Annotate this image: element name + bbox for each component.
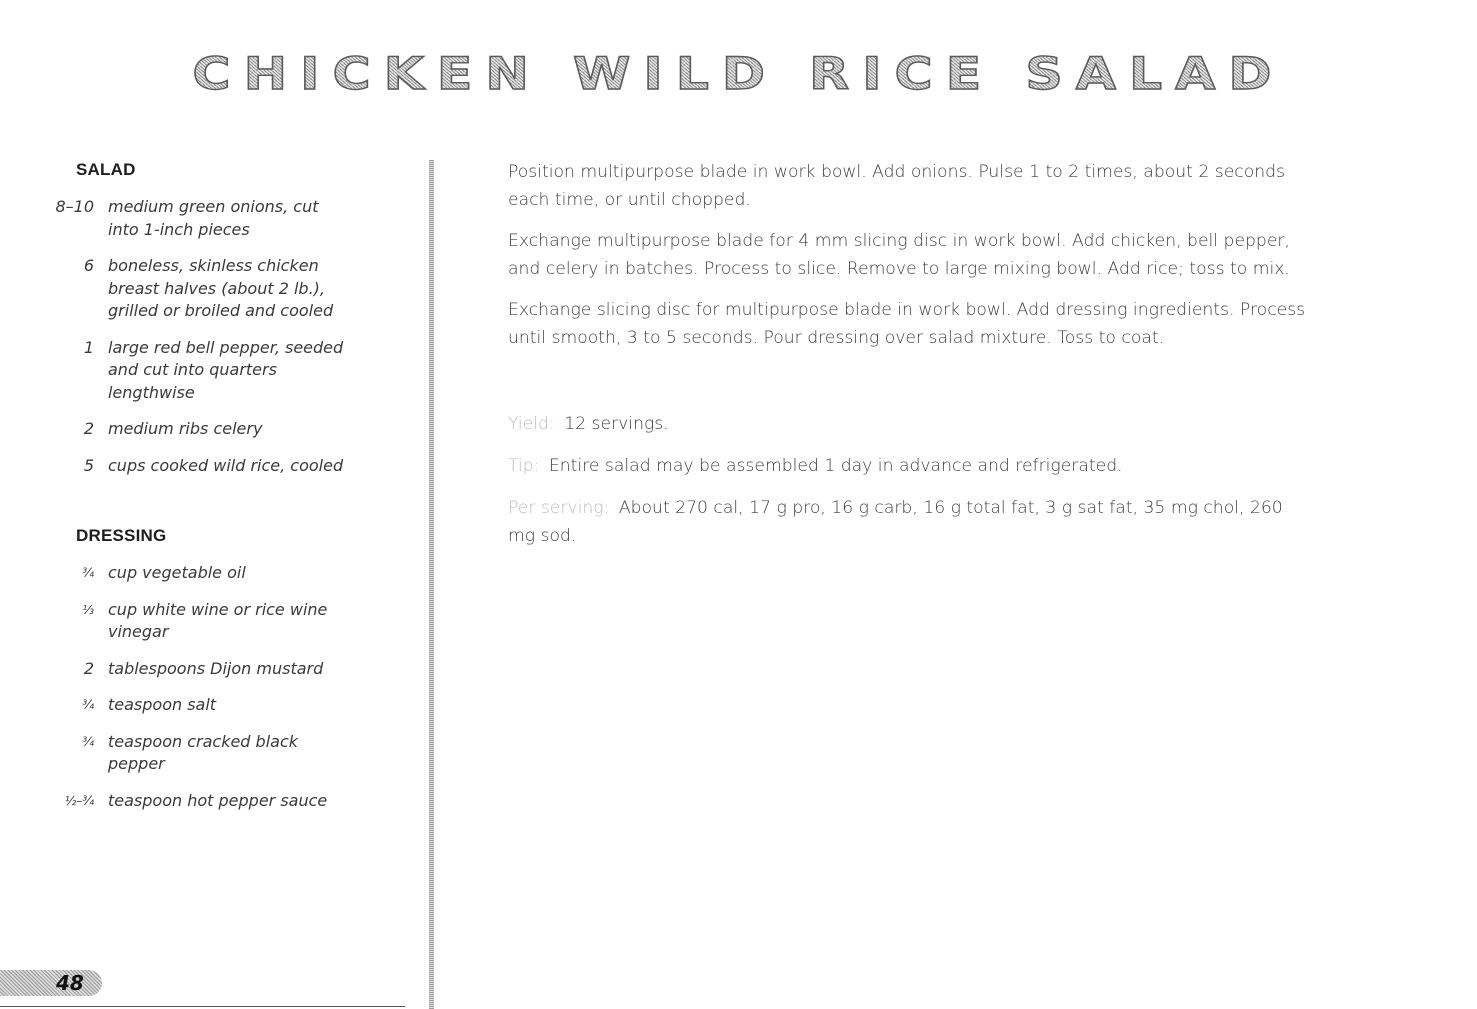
list-item (0, 562, 400, 585)
list-item (0, 731, 400, 776)
ingredient-text: cup vegetable oil (108, 563, 246, 582)
nutrition-note (508, 494, 1308, 550)
yield-text: 12 servings. (564, 414, 669, 434)
ingredient-quantity: 2 (83, 658, 94, 678)
bottom-rule (0, 1006, 405, 1007)
tip-note (508, 452, 1308, 480)
list-item (0, 255, 400, 323)
ingredient-text: tablespoons Dijon mustard (108, 658, 324, 678)
ingredient-quantity: 8–10 (55, 197, 94, 216)
ingredient-quantity: ½–¾ (64, 793, 94, 808)
ingredient-text: medium green onions, cut into 1-inch pieces (108, 197, 319, 239)
salad-ingredient-list (0, 196, 400, 491)
list-item (0, 790, 400, 813)
page-number: 48 (56, 971, 84, 995)
ingredient-quantity: 6 (83, 256, 94, 275)
ingredient-quantity: ¾ (82, 734, 94, 749)
ingredient-text: medium ribs celery (108, 419, 263, 438)
column-divider (429, 160, 434, 1009)
ingredient-text: cup white wine or rice wine vinegar (108, 599, 328, 641)
ingredient-text: cups cooked wild rice, cooled (108, 455, 344, 475)
ingredient-quantity: ¾ (82, 566, 94, 580)
page-title: CHICKEN WILD RICE SALAD (0, 52, 1477, 97)
salad-heading: SALAD (76, 160, 136, 179)
yield-label: Yield: (508, 414, 555, 434)
tip-label: Tip: (508, 456, 540, 476)
ingredient-quantity: 2 (83, 419, 94, 438)
ingredient-quantity: 1 (83, 337, 94, 357)
method-column (508, 158, 1308, 365)
ingredient-text: teaspoon cracked black pepper (108, 731, 299, 773)
list-item (0, 455, 400, 478)
instruction-step: Exchange slicing disc for multipurpose blade in work bowl. Add dressing ingredients. Process until smooth, 3 to 5 seconds. Pour dressing over salad mixture. Toss to coat. (508, 300, 1306, 348)
instruction-step: Exchange multipurpose blade for 4 mm slicing disc in work bowl. Add chicken, bell pepper, and celery in batches. Process to slice. Remove to large mixing bowl. Add rice; toss to mix. (508, 231, 1290, 279)
dressing-heading: DRESSING (76, 526, 167, 545)
ingredient-quantity: ⅓ (82, 602, 94, 617)
tip-text: Entire salad may be assembled 1 day in advance and refrigerated. (548, 456, 1123, 476)
nutrition-text: About 270 cal, 17 g pro, 16 g carb, 16 g total fat, 3 g sat fat, 35 mg chol, 260 mg sod. (508, 498, 1283, 546)
ingredient-text: teaspoon hot pepper sauce (108, 790, 328, 810)
list-item (0, 196, 400, 241)
dressing-ingredient-list (0, 562, 400, 826)
yield-note (508, 410, 1308, 438)
ingredient-quantity: 5 (83, 455, 94, 475)
ingredient-text: large red bell pepper, seeded and cut into quarters lengthwise (108, 337, 344, 402)
ingredient-text: boneless, skinless chicken breast halves (about 2 lb.), grilled or broiled and cooled (108, 256, 334, 320)
instruction-step: Position multipurpose blade in work bowl. Add onions. Pulse 1 to 2 times, about 2 seconds each time, or until chopped. (508, 162, 1286, 210)
list-item (0, 418, 400, 441)
recipe-notes (508, 410, 1308, 564)
ingredient-text: teaspoon salt (108, 695, 217, 714)
list-item (0, 337, 400, 405)
ingredient-quantity: ¾ (82, 698, 94, 712)
nutrition-label: Per serving: (508, 498, 610, 518)
list-item (0, 694, 400, 717)
list-item (0, 599, 400, 644)
list-item (0, 658, 400, 681)
